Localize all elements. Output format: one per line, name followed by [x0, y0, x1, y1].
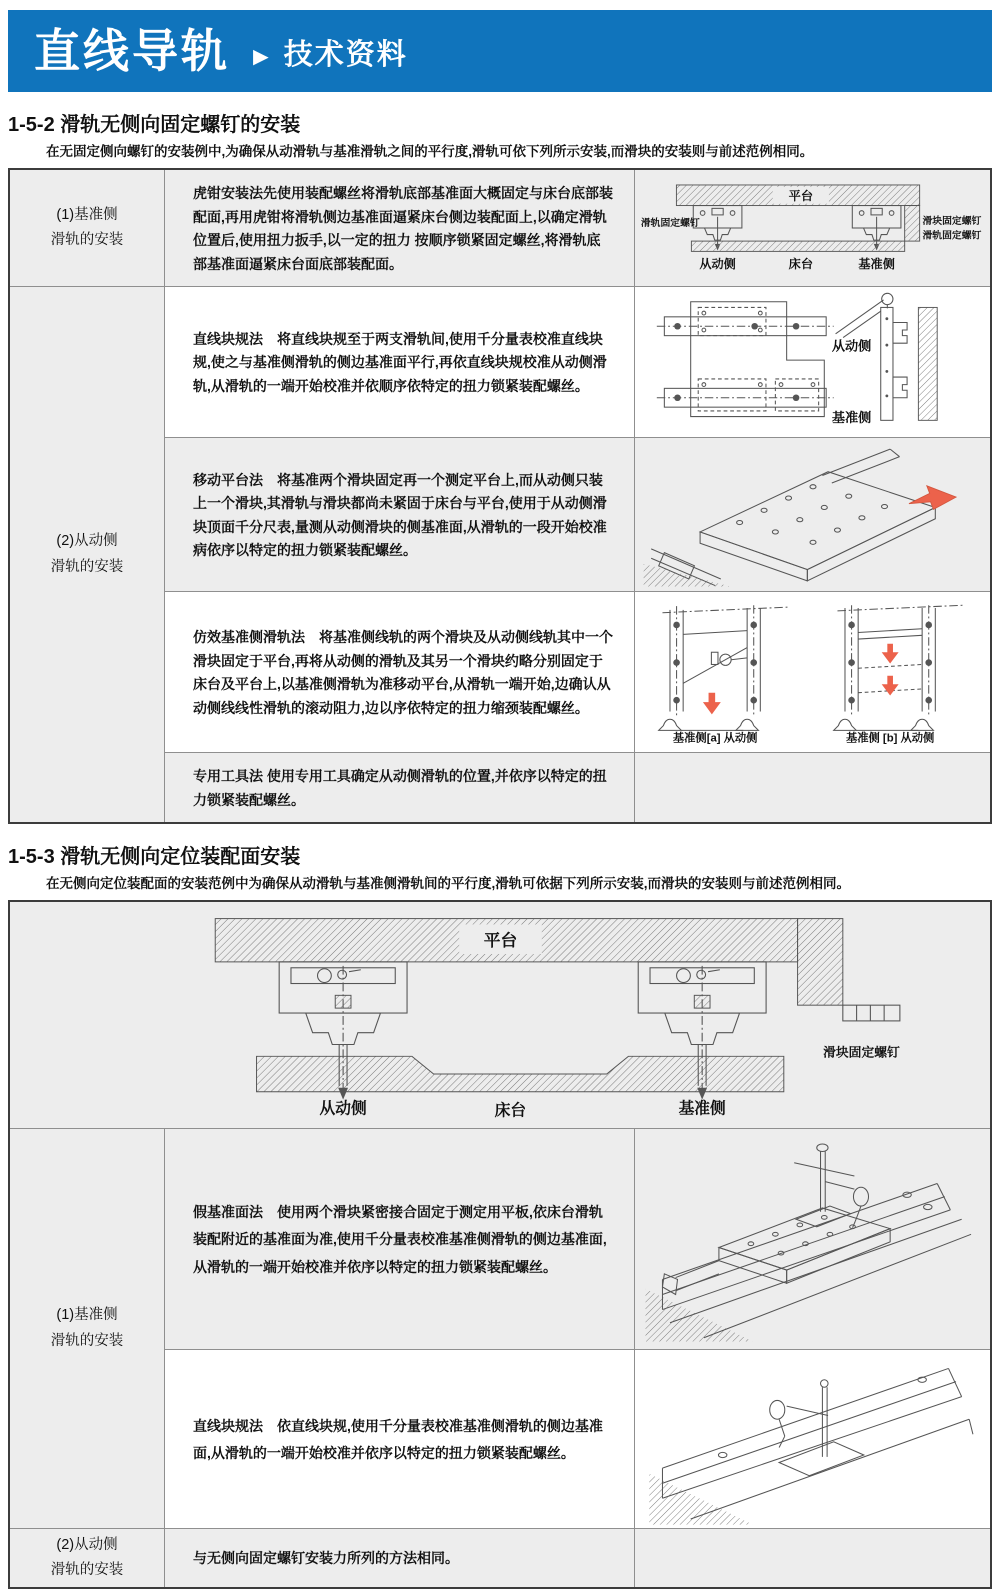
row-label-line1: (1)基准侧 — [56, 206, 118, 223]
vise-install-cross-section-diagram — [639, 178, 987, 278]
method-subrow — [165, 752, 990, 822]
table-row — [10, 1128, 990, 1528]
method-text-cell — [165, 287, 635, 437]
row-label-line2: 滑轨的安装 — [50, 1332, 124, 1349]
cross-section-diagram — [48, 908, 953, 1122]
method-text-cell — [165, 753, 635, 822]
same-method-text: 与无侧向固定螺钉安装力所列的方法相同。 — [193, 1550, 459, 1567]
block-screw-label: 滑块固定螺钉 — [822, 1044, 900, 1060]
right-arrow-icon: ► — [248, 41, 274, 71]
table-1-5-2 — [8, 168, 992, 824]
table-row — [10, 170, 990, 286]
press-down-arrow-icon — [702, 693, 720, 715]
false-datum-plane-diagram — [638, 1133, 988, 1345]
bed-label: 床台 — [494, 1102, 526, 1120]
rail-screw-left-label: 滑轨固定螺钉 — [640, 218, 700, 230]
method-text-cell — [165, 170, 635, 286]
panel-a-label: 基准侧[a] 从动侧 — [672, 732, 757, 745]
row-label-line2: 滑轨的安装 — [50, 558, 124, 575]
method-text-cell — [165, 1529, 635, 1587]
row-label-line1: (2)从动侧 — [56, 1536, 118, 1553]
diagram-cell — [635, 287, 990, 437]
diagram-cell — [635, 1129, 990, 1349]
false-datum-plane-method-text: 假基准面法 使用两个滑块紧密接合固定于测定用平板,依床台滑轨装配附近的基准面为准,使用千分量表校准基准侧滑轨的侧边基准面,从滑轨的一端开始校准并依序以特定的扭力锁紧装配螺丝。 — [193, 1204, 607, 1275]
datum-side-label: 基准侧 — [831, 410, 871, 426]
moving-platform-method-diagram — [638, 441, 988, 589]
section-1-5-2-intro: 在无固定侧向螺钉的安装例中,为确保从动滑轨与基准滑轨之间的平行度,滑轨可依下列所示安装,而滑块的安装则与前述范例相同。 — [46, 144, 814, 159]
method-subrow — [165, 287, 990, 437]
method-subrows — [165, 1129, 990, 1528]
rail-screw-right-label: 滑轨固定螺钉 — [921, 230, 981, 242]
table-1-5-3 — [8, 900, 992, 1589]
diagram-cell — [635, 1350, 990, 1528]
cross-section-diagram-row — [10, 902, 990, 1128]
row-label-datum-side — [10, 170, 165, 286]
row-label-line2: 滑轨的安装 — [50, 232, 124, 249]
row-label-datum-side — [10, 1129, 165, 1528]
block-gauge-diagram-2 — [638, 1353, 988, 1525]
press-down-arrow-icon — [881, 676, 898, 696]
platform-label: 平台 — [788, 188, 813, 203]
page-subtitle: 技术资料 — [283, 38, 408, 71]
diagram-cell — [635, 592, 990, 752]
follower-side-label: 从动侧 — [319, 1100, 367, 1118]
follower-side-label: 从动侧 — [831, 338, 871, 354]
method-text-cell — [165, 592, 635, 752]
block-gauge-method-text-2: 直线块规法 依直线块规,使用千分量表校准基准侧滑轨的侧边基准面,从滑轨的一端开始校准并依序以特定的扭力锁紧装配螺丝。 — [193, 1417, 603, 1462]
header-bar — [8, 10, 992, 92]
diagram-cell-empty — [635, 753, 990, 822]
panel-b-label: 基准侧 [b] 从动侧 — [845, 732, 934, 745]
press-down-arrow-icon — [881, 644, 898, 664]
follower-side-label: 从动侧 — [698, 257, 736, 272]
method-text-cell — [165, 1350, 635, 1528]
row-label-line2: 滑轨的安装 — [50, 1562, 124, 1579]
method-subrow — [165, 591, 990, 752]
page-title: 直线导轨 — [34, 25, 230, 77]
method-subrow — [165, 437, 990, 591]
diagram-cell — [635, 438, 990, 591]
datum-side-label: 基准侧 — [678, 1100, 726, 1118]
diagram-cell-empty — [635, 1529, 990, 1587]
row-label-follower-side — [10, 1529, 165, 1587]
method-subrow — [165, 1129, 990, 1349]
section-1-5-3-heading: 1-5-3 滑轨无侧向定位装配面安装 — [8, 846, 301, 869]
row-label-line1: (1)基准侧 — [56, 1307, 118, 1324]
section-1-5-2-heading: 1-5-2 滑轨无侧向固定螺钉的安装 — [8, 114, 301, 136]
row-label-follower-side — [10, 287, 165, 822]
section-1-5-3-intro: 在无侧向定位装配面的安装范例中为确保从动滑轨与基准侧滑轨间的平行度,滑轨可依据下列所示安装,而滑块的安装则与前述范例相同。 — [46, 876, 850, 892]
page — [0, 10, 1000, 1589]
table-row — [10, 286, 990, 822]
platform-label: 平台 — [483, 931, 517, 951]
method-subrow — [165, 1349, 990, 1528]
method-subrows — [165, 287, 990, 822]
table-row — [10, 1528, 990, 1587]
method-text-cell — [165, 1129, 635, 1349]
imitate-datum-rail-method-text: 仿效基准侧滑轨法 将基准侧线轨的两个滑块及从动侧线轨其中一个滑块固定于平台,再将从动侧的滑轨及其另一个滑块约略分别固定于床台及平台上,以基准侧滑轨为准移动平台,从滑轨一端开始,边确认从动侧线线性滑轨的滚动阻力,边以序依特定的扭力缩颈装配螺丝。 — [193, 629, 613, 716]
datum-side-label: 基准侧 — [857, 257, 895, 272]
row-label-line1: (2)从动侧 — [56, 533, 118, 550]
block-gauge-method-diagram — [638, 288, 988, 436]
block-screw-right-label: 滑块固定螺钉 — [921, 216, 981, 228]
vise-method-text: 虎钳安装法先使用装配螺丝将滑轨底部基准面大概固定与床台底部装配面,再用虎钳将滑轨侧边基准面逼紧床台侧边装配面上,以确定滑轨位置后,使用扭力扳手,以一定的扭力 按顺序锁紧固定螺丝,将滑轨底部基准面逼紧床台面底部装配面。 — [193, 185, 613, 272]
block-gauge-method-text: 直线块规法 将直线块规至于两支滑轨间,使用千分量表校准直线块规,使之与基准侧滑轨的侧边基准面平行,再依直线块规校准从动侧滑轨,从滑轨的一端开始校准并依顺序依特定的扭力锁紧装配螺丝。 — [193, 330, 607, 394]
method-text-cell — [165, 438, 635, 591]
imitate-datum-rail-diagram — [638, 598, 988, 746]
bed-label: 床台 — [788, 257, 813, 272]
diagram-cell — [635, 170, 990, 286]
move-direction-arrow-icon — [908, 485, 955, 509]
special-tool-method-text: 专用工具法 使用专用工具确定从动侧滑轨的位置,并依序以特定的扭力锁紧装配螺丝。 — [193, 768, 607, 808]
moving-platform-method-text: 移动平台法 将基准两个滑块固定再一个测定平台上,而从动侧只装上一个滑块,其滑轨与滑块都尚未紧固于床台与平台,使用于从动侧滑块顶面千分尺表,量测从动侧滑块的侧基准面,从滑轨的一段开始校准病依序以特定的扭力锁紧装配螺丝。 — [193, 471, 607, 559]
